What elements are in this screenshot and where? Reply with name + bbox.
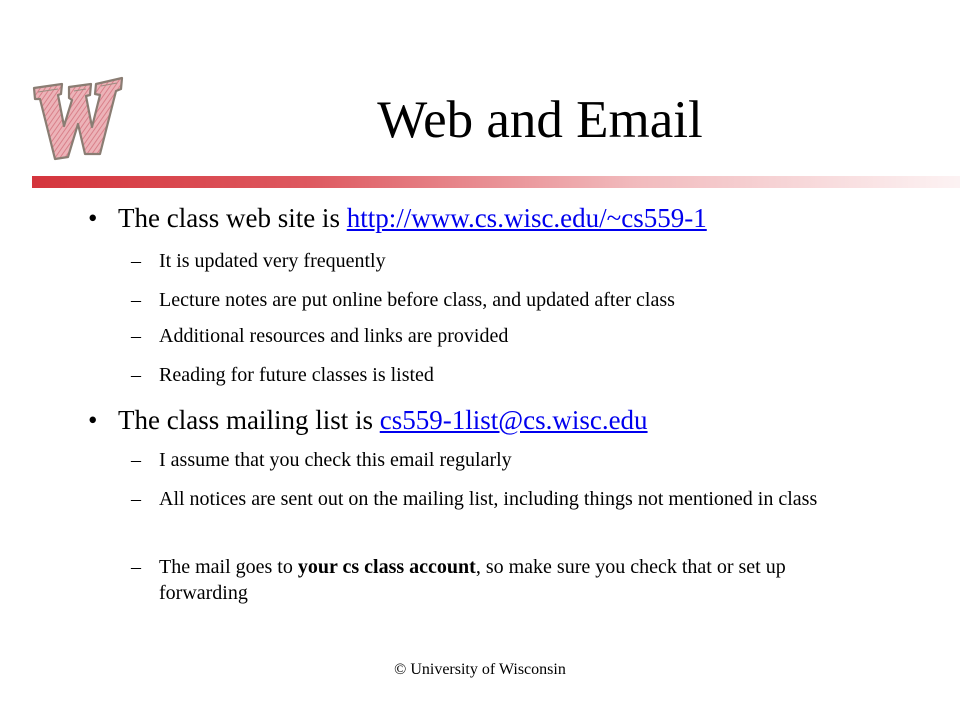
dash-marker: – [131, 364, 141, 386]
bullet-marker: • [88, 203, 98, 233]
title-divider [32, 176, 960, 188]
list-item-text: The mail goes to your cs class account, so make sure you check that or set up forwarding [159, 556, 786, 604]
dash-marker: – [131, 556, 141, 578]
list-item-text: I assume that you check this email regularly [159, 449, 512, 471]
dash-marker: – [131, 449, 141, 471]
list-item-text: It is updated very frequently [159, 250, 386, 272]
dash-marker: – [131, 488, 141, 510]
bullet-text: The class mailing list is [118, 405, 380, 435]
bold-emphasis: your cs class account [297, 556, 476, 578]
list-item-text: Additional resources and links are provided [159, 325, 509, 347]
bullet-marker: • [88, 405, 98, 435]
dash-marker: – [131, 289, 141, 311]
website-link[interactable]: http://www.cs.wisc.edu/~cs559-1 [346, 203, 707, 233]
footer-copyright: © University of Wisconsin [394, 661, 566, 678]
list-item-text: Lecture notes are put online before class, and updated after class [159, 289, 675, 311]
bullet-text: The class web site is [118, 203, 347, 233]
university-w-logo-icon [28, 70, 128, 165]
mailing-list-link[interactable]: cs559-1list@cs.wisc.edu [379, 405, 648, 435]
dash-marker: – [131, 250, 141, 272]
dash-marker: – [131, 325, 141, 347]
list-item-text: Reading for future classes is listed [159, 364, 434, 386]
list-item-text: All notices are sent out on the mailing list, including things not mentioned in class [159, 488, 818, 510]
slide-title: Web and Email [377, 91, 703, 149]
